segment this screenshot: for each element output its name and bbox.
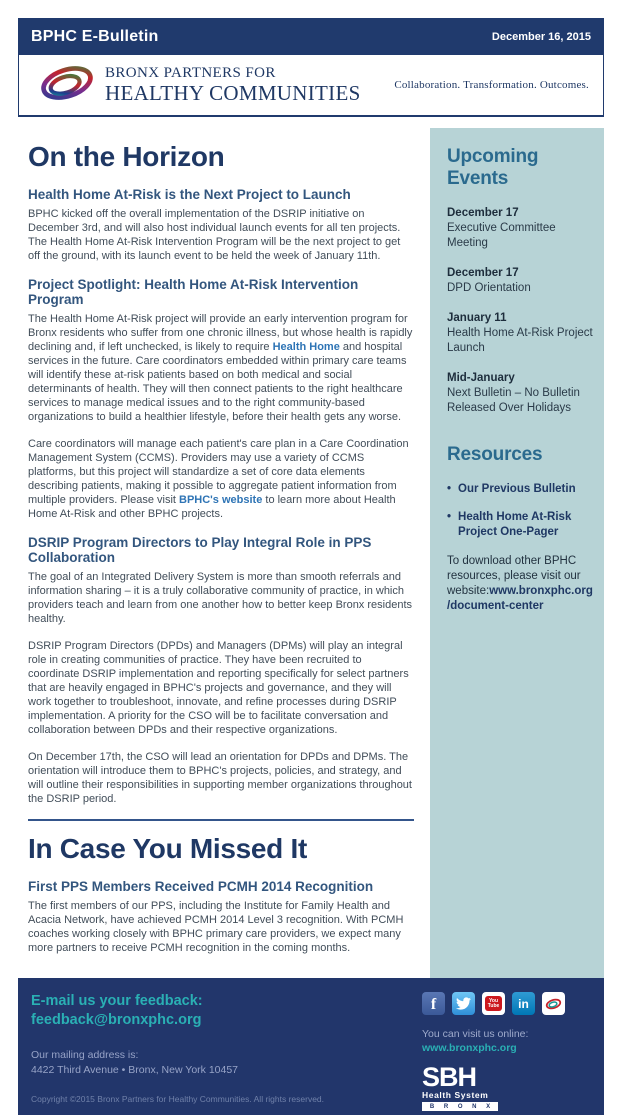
- content-row: [18, 117, 604, 978]
- brand-name-line2: HEALTHY COMMUNITIES: [105, 80, 361, 105]
- sbh-tagline: Health System: [422, 1090, 489, 1100]
- resources-list: [447, 482, 594, 540]
- article1-paragraph: BPHC kicked off the overall implementation of the DSRIP initiative on December 3rd, and will also host individual launch events for all ten projects. The Health Home At-Risk Intervention Program will be the next project to get off the ground, with its launch event to be held the week of January 11th.: [28, 208, 401, 262]
- resources-heading: Resources: [447, 444, 543, 465]
- event-date: December 17: [447, 207, 519, 219]
- event-item: [447, 206, 594, 251]
- sidebar-column: [430, 117, 604, 978]
- feedback-email-link[interactable]: feedback@bronxphc.org: [31, 1012, 202, 1028]
- brand-name-line1: BRONX PARTNERS FOR: [105, 65, 276, 82]
- sbh-name: SBH: [422, 1062, 477, 1092]
- event-desc: DPD Orientation: [447, 282, 531, 294]
- resource-label: Health Home At-Risk Project One-Pager: [458, 511, 572, 538]
- youtube-icon[interactable]: [482, 992, 505, 1015]
- resource-link-previous-bulletin[interactable]: [447, 482, 594, 497]
- section-title-in-case-you-missed-it: In Case You Missed It: [28, 833, 307, 864]
- twitter-icon[interactable]: [452, 992, 475, 1015]
- event-date: Mid-January: [447, 372, 515, 384]
- bulletin-title: BPHC E-Bulletin: [31, 27, 159, 45]
- event-desc: Next Bulletin – No Bulletin Released Over Holidays: [447, 387, 580, 414]
- article2-paragraph1: [28, 312, 414, 424]
- sidebar: [430, 128, 604, 978]
- brand-tagline: Collaboration. Transformation. Outcomes.: [394, 79, 589, 91]
- linkedin-glyph: in: [518, 996, 529, 1011]
- article2-p2-pre: Care coordinators will manage each patient's care plan in a Care Coordination Management System (CCMS). Providers may use a variety of CCMS platforms, but this project will standardize a set of core data elements describing patients, making it possible to aggregate patient information from multiple providers. Please visit: [28, 438, 409, 506]
- bulletin-page: [18, 18, 604, 1115]
- feedback-label: E-mail us your feedback:: [31, 993, 203, 1009]
- article3-paragraph1: The goal of an Integrated Delivery System is more than smooth referrals and information sharing – it is a truly collaborative community of practice, in which providers teach and learn from one another how to better keep Bronx residents healthy.: [28, 571, 413, 625]
- article3-paragraph3: On December 17th, the CSO will lead an orientation for DPDs and DPMs. The orientation will introduce them to BPHC's projects, policies, and strategy, and will outline their responsibilities in supporting member organizations throughout the DSRIP period.: [28, 751, 412, 805]
- footer-right: [422, 992, 590, 1115]
- brand-name: [105, 66, 361, 104]
- bulletin-header: [18, 18, 604, 55]
- download-note-text: To download other BPHC resources, please visit our website:: [447, 555, 581, 597]
- youtube-badge: [485, 996, 502, 1011]
- event-desc: Executive Committee Meeting: [447, 222, 556, 249]
- facebook-icon[interactable]: [422, 992, 445, 1015]
- article2-p1-pre: The Health Home At-Risk project will provide an early intervention program for Bronx residents who suffer from one chronic illness, but whose health is rapidly declining and, if left unchecked, is likely to require: [28, 313, 413, 353]
- event-date: January 11: [447, 312, 507, 324]
- bulletin-date: December 16, 2015: [491, 30, 591, 43]
- health-home-link[interactable]: Health Home: [272, 341, 340, 353]
- article1-heading: Health Home At-Risk is the Next Project to Launch: [28, 187, 351, 202]
- download-note: [447, 554, 594, 614]
- article3-paragraph2: DSRIP Program Directors (DPDs) and Managers (DPMs) will play an integral role in creating communities of practice. They have been recruited to coordinate DSRIP implementation and reporting specifically for select partners that are heavily engaged in BPHC's projects and governance, and they will work together to troubleshoot, innovate, and refine processes during DSRIP implementation. A priority for the CSO will be to facilitate conversation and collaboration between DPDs and their respective organizations.: [28, 640, 409, 736]
- event-item: [447, 266, 594, 296]
- article2-paragraph2: [28, 437, 414, 521]
- event-item: [447, 311, 594, 356]
- section-title-on-the-horizon: On the Horizon: [28, 141, 225, 172]
- article4-paragraph: The first members of our PPS, including the Institute for Family Health and Acacia Network, have achieved PCMH 2014 Level 3 recognition. With PCMH coaches working closely with BPHC primary care providers, we expect many more partners to receive PCMH recognition in the coming months.: [28, 900, 404, 954]
- main-column: [18, 117, 430, 978]
- copyright-text: Copyright ©2015 Bronx Partners for Healthy Communities. All rights reserved.: [31, 1094, 325, 1104]
- mailing-address: 4422 Third Avenue • Bronx, New York 10457: [31, 1064, 239, 1076]
- resource-link-one-pager[interactable]: [447, 510, 594, 540]
- mailing-label: Our mailing address is:: [31, 1049, 139, 1061]
- resource-label: Our Previous Bulletin: [458, 483, 576, 495]
- visit-url-link[interactable]: www.bronxphc.org: [422, 1042, 517, 1054]
- social-icons: [422, 992, 590, 1015]
- bphc-logo-icon: [39, 61, 95, 110]
- feedback-block: [31, 992, 422, 1030]
- youtube-text2: Tube: [487, 1002, 500, 1009]
- article4-heading: First PPS Members Received PCMH 2014 Recognition: [28, 879, 374, 894]
- visit-label: You can visit us online:: [422, 1028, 529, 1040]
- event-item: [447, 371, 594, 416]
- bullet-icon: •: [447, 483, 452, 495]
- event-date: December 17: [447, 267, 519, 279]
- youtube-text1: You: [488, 997, 499, 1004]
- document-center-link[interactable]: www.bronxphc.org /document-center: [447, 585, 593, 612]
- sbh-borough-bar: B R O N X: [422, 1102, 498, 1111]
- upcoming-events-heading: Upcoming Events: [447, 146, 539, 189]
- brand-band: [18, 55, 604, 117]
- mailing-block: [31, 1048, 422, 1078]
- section-divider: [28, 819, 414, 821]
- article2-p1-post: and hospital services in the future. Care coordinators embedded within primary care teams will identify these at-risk patients based on both medical and social determinants of health. They will then connect patients to the right healthcare services to manage medical issues and to the right community-based organizations to build a healthier lifestyle, before their health gets any worse.: [28, 341, 407, 423]
- bphc-website-link[interactable]: BPHC's website: [179, 494, 263, 506]
- bullet-icon: •: [447, 511, 452, 523]
- facebook-glyph: f: [430, 996, 437, 1013]
- article2-p2-post: to learn more about Health Home At-Risk and other BPHC projects.: [28, 494, 396, 520]
- footer-left: [31, 992, 422, 1115]
- article2-heading: Project Spotlight: Health Home At-Risk Intervention Program: [28, 277, 359, 307]
- event-desc: Health Home At-Risk Project Launch: [447, 327, 593, 354]
- linkedin-icon[interactable]: [512, 992, 535, 1015]
- sbh-logo: [422, 1062, 498, 1111]
- bphc-social-icon[interactable]: [542, 992, 565, 1015]
- article3-heading: DSRIP Program Directors to Play Integral Role in PPS Collaboration: [28, 535, 372, 565]
- footer: [18, 978, 604, 1115]
